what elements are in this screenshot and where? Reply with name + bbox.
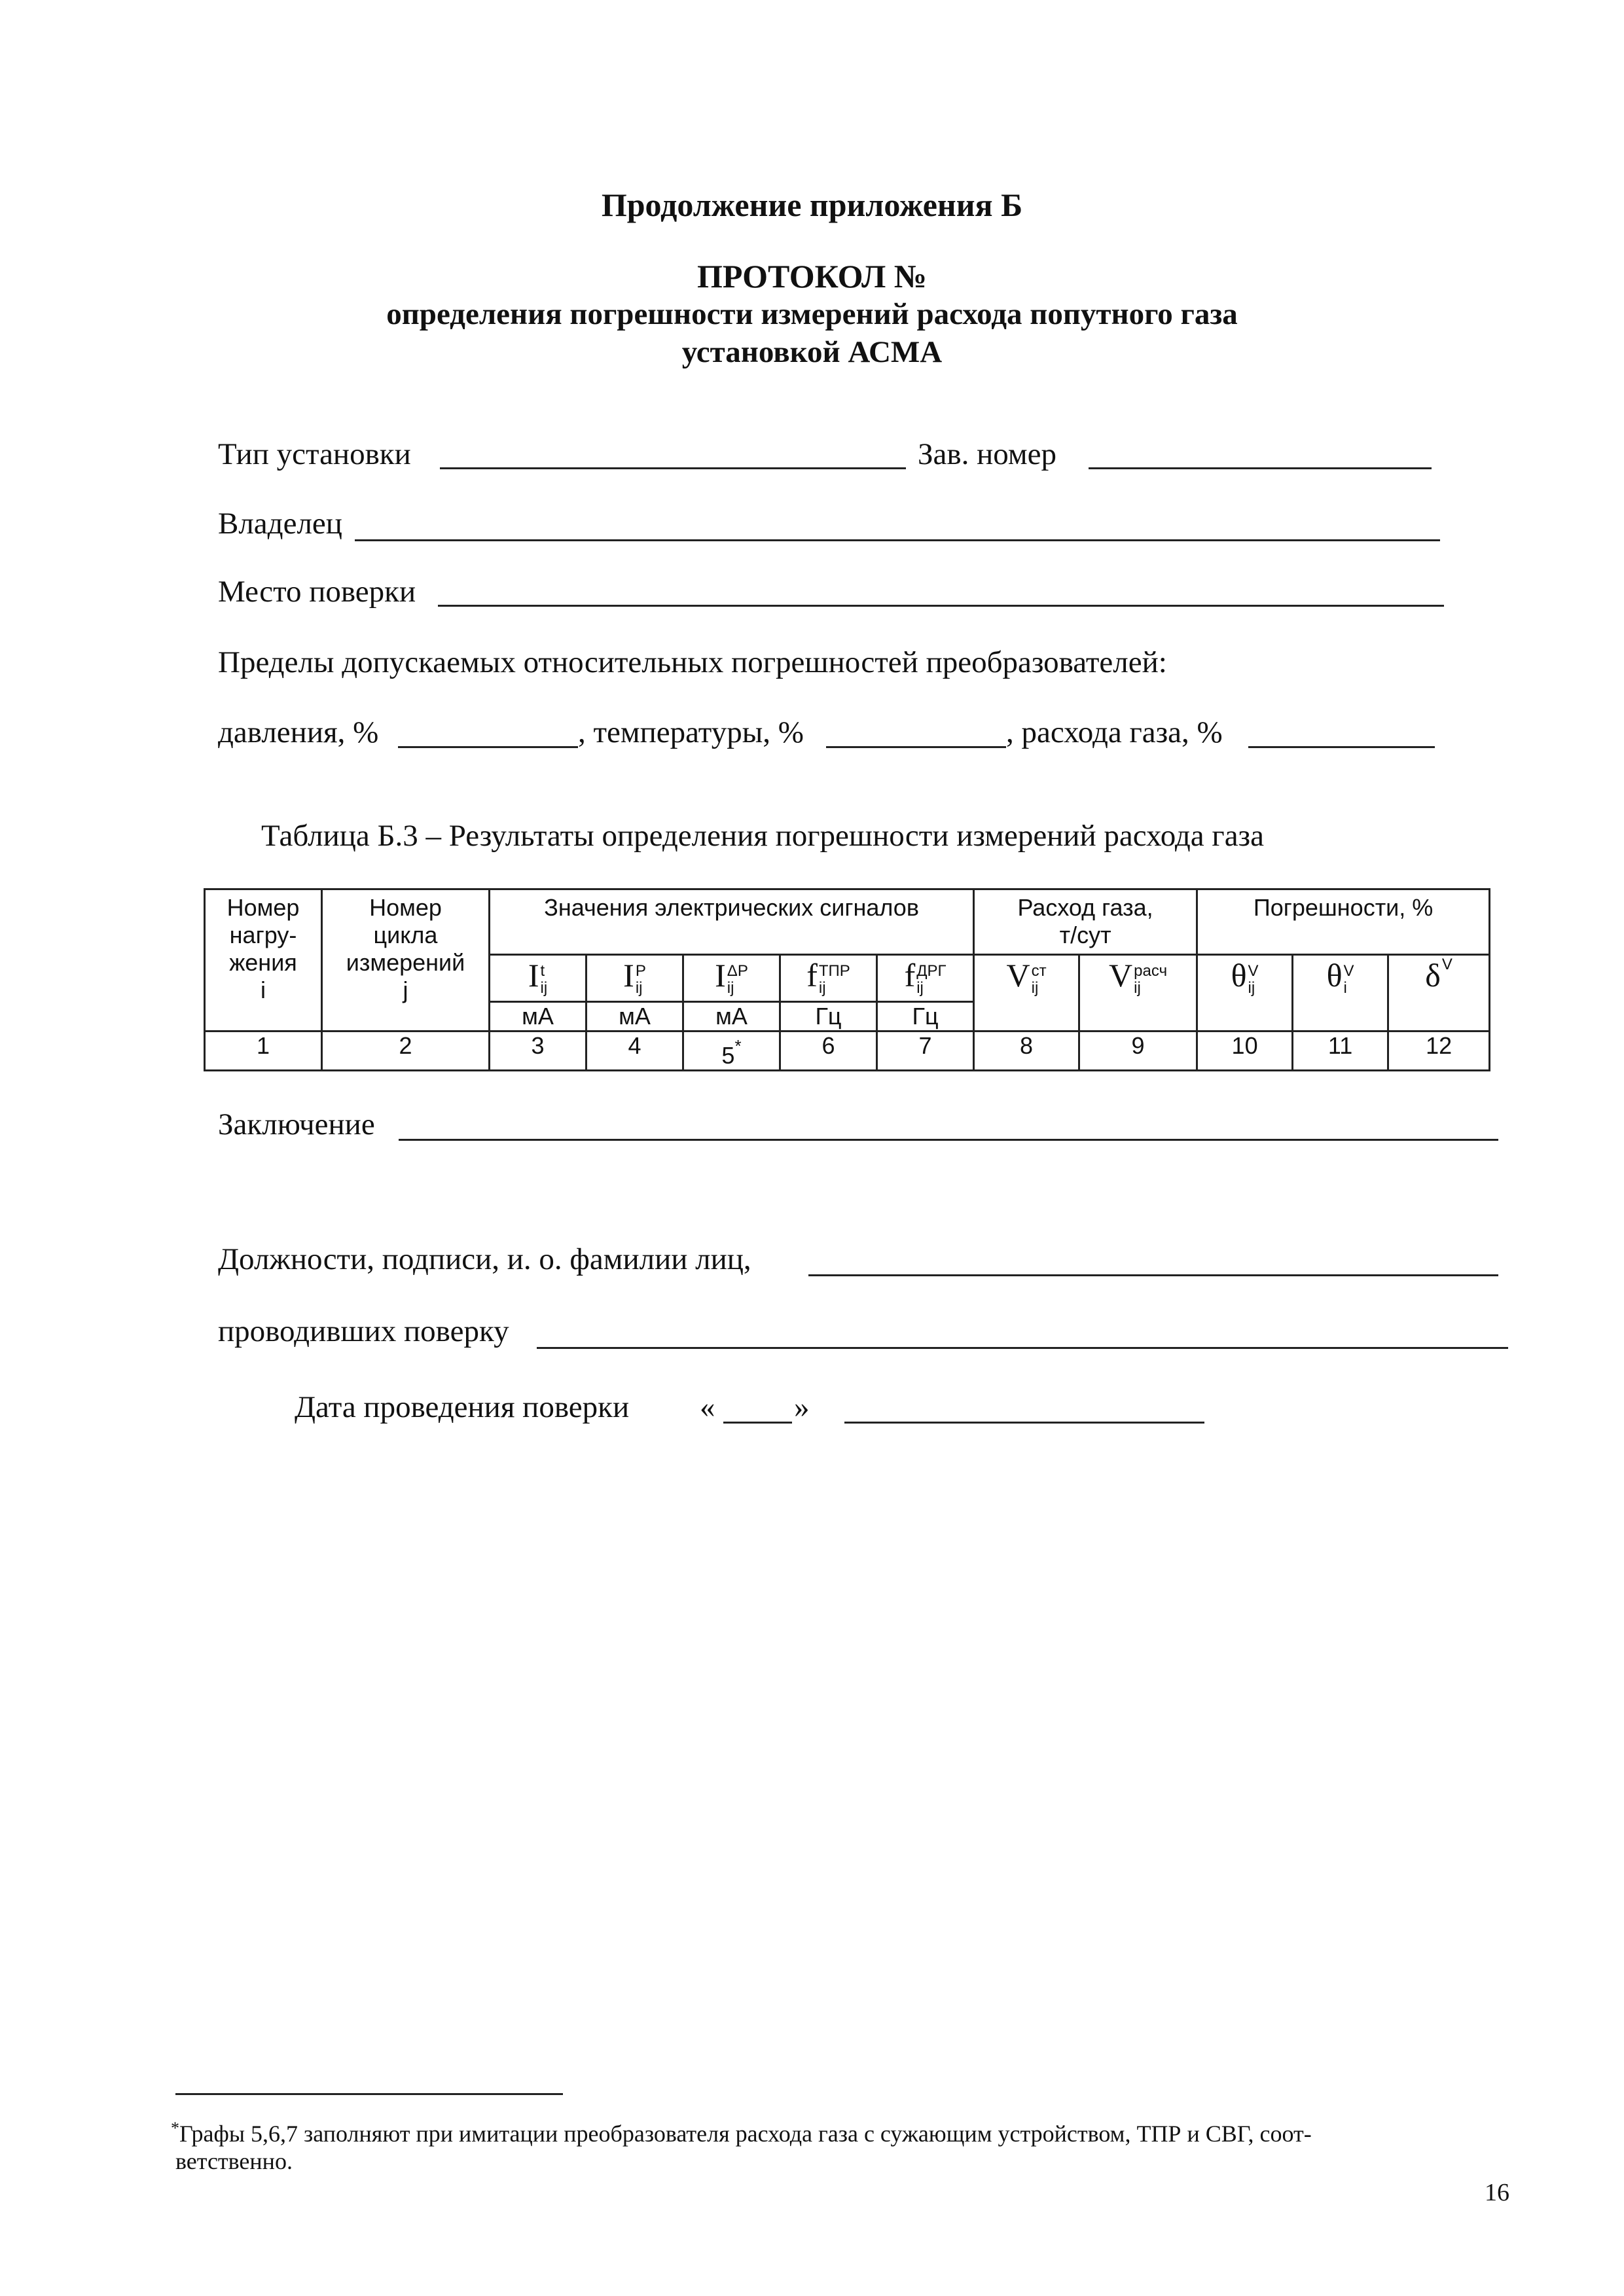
unit-cell: Гц	[780, 1002, 877, 1031]
col-number: 1	[205, 1031, 322, 1071]
date-label: Дата проведения поверки	[295, 1390, 630, 1424]
conclusion-label: Заключение	[218, 1107, 375, 1141]
col-number: 11	[1293, 1031, 1388, 1071]
pressure-line[interactable]	[398, 746, 578, 748]
date-quote-close: »	[794, 1390, 810, 1424]
sym-i-dp: I ΔP ij	[683, 955, 780, 1002]
serial-number-label: Зав. номер	[918, 437, 1056, 471]
sym-f-drg: f ДРГ ij	[877, 955, 974, 1002]
col-number: 10	[1197, 1031, 1293, 1071]
date-month-year-line[interactable]	[844, 1422, 1204, 1424]
conclusion-line[interactable]	[399, 1139, 1498, 1141]
unit-cell: мА	[586, 1002, 683, 1031]
temperature-line[interactable]	[826, 746, 1006, 748]
footnote-asterisk: *	[734, 1036, 742, 1056]
protocol-title: ПРОТОКОЛ №	[696, 258, 928, 295]
install-type-label: Тип установки	[218, 437, 411, 471]
pressure-label: давления, %	[218, 715, 379, 749]
temperature-label: , температуры, %	[578, 715, 804, 749]
performed-label: проводивших поверку	[218, 1314, 509, 1348]
date-quote-open: «	[700, 1390, 715, 1424]
sym-theta-ij: θ V ij	[1197, 955, 1293, 1031]
results-table	[204, 888, 1490, 1071]
col-number: 8	[974, 1031, 1079, 1071]
sym-i-t: I t ij	[490, 955, 586, 1002]
limits-label: Пределы допускаемых относительных погрешностей преобразователей:	[218, 645, 1167, 679]
protocol-subtitle-line2: установкой АСМА	[681, 335, 943, 369]
footnote-mark: *	[171, 2119, 179, 2138]
gas-flow-label: , расхода газа, %	[1006, 715, 1223, 749]
place-line[interactable]	[438, 605, 1444, 607]
col-number: 12	[1388, 1031, 1490, 1071]
col-number: 9	[1079, 1031, 1197, 1071]
sym-f-tpr: f ТПР ij	[780, 955, 877, 1002]
place-label: Место поверки	[218, 575, 416, 609]
col-number: 3	[490, 1031, 586, 1071]
unit-cell: мА	[683, 1002, 780, 1031]
footnote-line1: *Графы 5,6,7 заполняют при имитации преобразователя расхода газа с сужающим устройством, ТПР и СВГ, соот-	[171, 2119, 1312, 2147]
protocol-subtitle-line1: определения погрешности измерений расхода попутного газа	[386, 297, 1238, 331]
footnote-line2: ветственно.	[175, 2148, 293, 2174]
col-number: 4	[586, 1031, 683, 1071]
col-number: 5*	[683, 1031, 780, 1071]
owner-label: Владелец	[218, 507, 342, 541]
date-day-line[interactable]	[723, 1422, 792, 1424]
install-type-line[interactable]	[440, 467, 906, 469]
footnote-separator	[175, 2093, 563, 2095]
unit-cell: Гц	[877, 1002, 974, 1031]
sym-v-rasch: V расч ij	[1079, 955, 1197, 1031]
sym-v-st: V ст ij	[974, 955, 1079, 1031]
group-header-flow: Расход газа, т/сут	[974, 889, 1197, 955]
positions-line[interactable]	[808, 1274, 1498, 1276]
positions-label: Должности, подписи, и. о. фамилии лиц,	[218, 1242, 751, 1276]
group-header-signals: Значения электрических сигналов	[490, 889, 974, 955]
appendix-continuation-heading: Продолжение приложения Б	[601, 187, 1023, 223]
performed-line[interactable]	[537, 1347, 1508, 1349]
sym-i-p: I P ij	[586, 955, 683, 1002]
sym-delta: δV	[1388, 955, 1490, 1031]
page-number: 16	[1485, 2179, 1509, 2206]
col-number: 7	[877, 1031, 974, 1071]
col-header-cycle-number: Номер цикла измерений j	[322, 889, 490, 1031]
gas-flow-line[interactable]	[1248, 746, 1435, 748]
serial-number-line[interactable]	[1089, 467, 1432, 469]
unit-cell: мА	[490, 1002, 586, 1031]
col-number: 6	[780, 1031, 877, 1071]
owner-line[interactable]	[355, 539, 1440, 541]
group-header-errors: Погрешности, %	[1197, 889, 1490, 955]
col-header-load-number: Номер нагру- жения i	[205, 889, 322, 1031]
sym-theta-i: θ V i	[1293, 955, 1388, 1031]
col-number: 2	[322, 1031, 490, 1071]
table-caption: Таблица Б.3 – Результаты определения погрешности измерений расхода газа	[261, 819, 1264, 853]
